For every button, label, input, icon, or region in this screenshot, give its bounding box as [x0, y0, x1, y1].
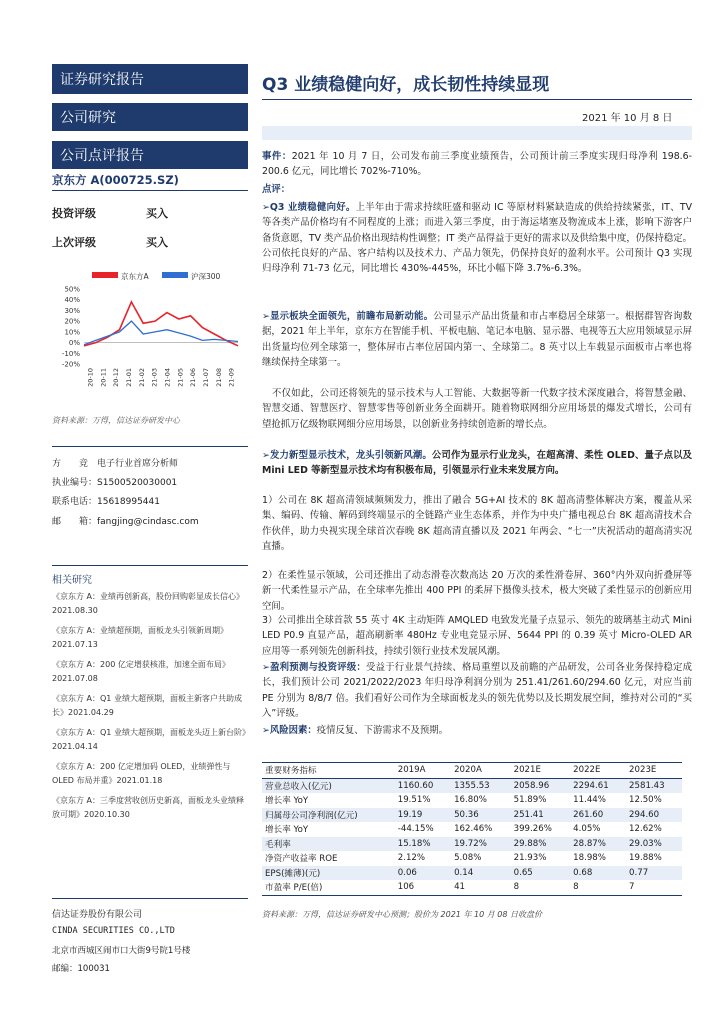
x-tick-label: 20-11 — [99, 368, 108, 387]
related-item[interactable]: 《京东方 A：三季度营收创历史新高，面板龙头业绩释放可期》2020.10.30 — [52, 796, 245, 819]
prev-rating-label: 上次评级 — [52, 236, 96, 249]
table-cell: 399.26% — [513, 824, 552, 835]
row-label: 归属母公司净利润(亿元) — [262, 808, 395, 823]
table-cell: 2581.43 — [626, 778, 682, 793]
table-cell: 12.50% — [629, 795, 662, 806]
point-title: Q3 业绩稳健向好。 — [269, 202, 356, 213]
column-header: 2022E — [570, 763, 626, 779]
table-cell: 0.14 — [451, 866, 511, 881]
related-item[interactable]: 《京东方 A：200 亿定增加码 OLED，业绩弹性与 OLED 布局并重》2021.01.18 — [52, 762, 231, 785]
point-text: 受益于行业景气持续、格局重塑以及前瞻的产品研发，公司各业务保持稳定成长，我们预计公司 2021/2022/2023 年归母净利润分别为 251.41/261.60/294.60 亿元，对应当前 PE 分别为 8/8/7 倍。我们看好公司作为全球面板龙头的领先优势以及长期发展空间，维持对公司的“买入”评级。 — [262, 662, 692, 719]
event-label: 事件： — [262, 151, 292, 162]
table-cell: 51.89% — [513, 795, 547, 806]
table-cell: 29.03% — [626, 837, 682, 852]
arrow-icon: ➢ — [262, 662, 270, 673]
table-header-row — [262, 763, 682, 779]
point-title: 风险因素： — [269, 725, 317, 736]
analyst-name: 方 竞 电子行业首席分析师 — [52, 459, 179, 469]
table-cell: 11.44% — [573, 795, 606, 806]
row-label: 增长率 YoY — [265, 825, 309, 836]
table-row — [262, 822, 682, 837]
table-cell: 1355.53 — [451, 778, 511, 793]
table-row — [262, 851, 682, 866]
table-cell: 29.88% — [511, 837, 571, 852]
table-cell: 21.93% — [513, 853, 547, 864]
row-label: EPS(摊薄)(元) — [262, 866, 395, 881]
table-cell: 106 — [395, 880, 451, 895]
table-row — [262, 793, 682, 808]
row-label: 增长率 YoY — [265, 796, 309, 807]
column-header: 2021E — [511, 763, 571, 779]
divider — [52, 898, 248, 899]
point-new-tech-3 — [262, 613, 692, 659]
rating-label: 投资评级 — [52, 207, 96, 220]
legend-swatch — [92, 272, 118, 278]
point-subtitle: 公司作为显示行业龙头，在超高清、柔性 OLED、量子点以及 Mini LED 等新型显示技术均有积极布局，引领显示行业未来发展方向。 — [262, 450, 692, 477]
point-text: 不仅如此，公司还将领先的显示技术与人工智能、大数据等新一代数字技术深度融合，将智慧金融、智慧交通、智慧医疗、智慧零售等创新业务全面耕开。随着物联网细分应用场景的爆发式增长，公司有望抢抓万亿级物联网细分应用场景，以创新业务持续创造新的增长点。 — [262, 388, 692, 430]
report-date: 2021 年 10 月 8 日 — [582, 113, 673, 124]
table-cell: 0.06 — [395, 866, 451, 881]
point-text: 3）公司推出全球首款 55 英寸 4K 主动矩阵 AMQLED 电致发光量子点显示、领先的玻璃基主动式 Mini LED P0.9 直显产品，超高刷新率 480Hz 专业电竞显示屏、5644 PPI 的 0.39 英寸 Micro-OLED AR 应用等一系列领先创新科技，持续引领行业技术发展风潮。 — [262, 615, 692, 657]
table-cell: 19.19 — [395, 808, 451, 823]
stock-price-chart — [52, 267, 246, 412]
table-cell: 15.18% — [395, 837, 451, 852]
comment-type: 公司点评报告 — [60, 148, 144, 164]
x-tick-label: 21-01 — [124, 368, 133, 387]
table-row — [262, 778, 682, 793]
arrow-icon: ➢ — [262, 311, 270, 322]
firm-name-en: CINDA SECURITIES CO.,LTD — [52, 926, 175, 936]
firm-name-cn: 信达证券股份有限公司 — [52, 910, 143, 920]
table-cell: -44.15% — [397, 824, 434, 835]
research-type: 公司研究 — [60, 110, 116, 126]
row-label: 毛利率 — [262, 837, 395, 852]
table-row — [262, 866, 682, 881]
y-tick-label: 20% — [64, 317, 80, 326]
x-tick-label: 21-02 — [137, 368, 146, 387]
table-cell: 16.80% — [454, 795, 487, 806]
table-cell: 162.46% — [454, 824, 493, 835]
table-cell: 1160.60 — [395, 778, 451, 793]
legend-label: 沪深300 — [191, 272, 221, 281]
x-tick-label: 21-04 — [163, 368, 172, 387]
point-new-tech-1 — [262, 493, 692, 554]
table-cell: 4.05% — [573, 824, 601, 835]
table-cell: 8 — [511, 880, 571, 895]
related-item[interactable]: 《京东方 A：业绩超预期，面板龙头引领新周期》2021.07.13 — [52, 626, 229, 649]
chart-source: 资料来源：万得，信达证券研发中心 — [52, 416, 180, 425]
column-header: 2023E — [626, 763, 682, 779]
y-tick-label: 0% — [68, 339, 80, 348]
y-tick-label: -10% — [61, 349, 80, 358]
row-label: 市盈率 P/E(倍) — [262, 880, 395, 895]
point-risk — [262, 723, 692, 738]
point-title: 显示板块全面领先，前瞻布局新动能。 — [269, 311, 434, 322]
date-band — [262, 126, 692, 140]
table-cell: 0.68 — [570, 866, 626, 881]
table-cell: 41 — [451, 880, 511, 895]
title-rule — [262, 99, 692, 100]
table-cell: 294.60 — [626, 808, 682, 823]
firm-zip: 邮编：100031 — [52, 964, 110, 974]
x-tick-label: 21-05 — [176, 368, 185, 387]
table-cell: 7 — [626, 880, 682, 895]
comment-type-bar — [52, 141, 248, 169]
point-forecast — [262, 660, 692, 721]
x-tick-label: 20-12 — [112, 368, 121, 387]
x-tick-label: 20-10 — [86, 368, 95, 387]
table-cell: 19.72% — [451, 837, 511, 852]
divider — [52, 190, 248, 191]
point-display — [262, 309, 692, 370]
table-source: 资料来源：万得，信达证券研发中心预测；股价为 2021 年 10 月 08 日收盘价 — [262, 910, 542, 919]
financial-table — [262, 762, 682, 896]
arrow-icon: ➢ — [262, 450, 270, 461]
row-label: 净资产收益率 ROE — [265, 854, 338, 865]
analyst-phone: 联系电话：15618995441 — [52, 497, 160, 507]
table-cell: 8 — [570, 880, 626, 895]
table-cell: 2058.96 — [511, 778, 571, 793]
series-line-csi300 — [84, 321, 238, 345]
x-tick-label: 21-06 — [189, 368, 198, 387]
point-q3 — [262, 200, 692, 276]
legend-label: 京东方A — [121, 272, 149, 281]
rating-value: 买入 — [146, 207, 168, 220]
divider — [52, 446, 248, 447]
research-type-bar — [52, 103, 248, 131]
point-text: 公司显示产品出货量和市占率稳居全球第一。根据群智咨询数据，2021 年上半年，京东方在智能手机、平板电脑、笔记本电脑、显示器、电视等五大应用领域显示屏出货量均位列全球第一，整体屏市占率位居国内第一、全球第二。8 英寸以上车载显示面板市占率也将继续保持全球第一。 — [262, 311, 692, 368]
arrow-icon: ➢ — [262, 202, 270, 213]
table-cell: 19.51% — [397, 795, 431, 806]
event-text: 2021 年 10 月 7 日，公司发布前三季度业绩预告，公司预计前三季度实现归母净利 198.6-200.6 亿元，同比增长 702%-710%。 — [262, 151, 692, 178]
column-header: 重要财务指标 — [262, 763, 395, 779]
table-cell: 0.65 — [511, 866, 571, 881]
table-cell: 5.08% — [454, 853, 482, 864]
analyst-license: 执业编号：S1500520030001 — [52, 478, 178, 488]
table-cell: 261.60 — [570, 808, 626, 823]
related-item[interactable]: 《京东方 A：Q1 业绩大超预期，面板主新客户共助成长》2021.04.29 — [52, 694, 242, 717]
x-tick-label: 21-03 — [150, 368, 159, 387]
comment-label-text: 点评： — [262, 184, 291, 195]
related-item[interactable]: 《京东方 A：200 亿定增获核准，加速全面布局》2021.07.08 — [52, 660, 230, 683]
related-item[interactable]: 《京东方 A：业绩再创新高，股份回购彰显成长信心》2021.08.30 — [52, 592, 245, 615]
table-cell: 2.12% — [397, 853, 426, 864]
point-text: 1）公司在 8K 超高清领域频频发力，推出了融合 5G+AI 技术的 8K 超高清整体解决方案，覆盖从采集、编码、传输、解码到终端显示的全链路产业生态体系，并作为中央广播电视总台 8K 超高清技术合作伙伴，助力央视实现全球首次春晚 8K 超高清直播以及 2021 年两会、“七一”庆祝活动的超高清实况直播。 — [262, 495, 692, 552]
rating-row — [52, 205, 248, 221]
event-paragraph — [262, 149, 692, 180]
prev-rating-row — [52, 234, 248, 250]
chart-svg — [52, 267, 246, 412]
column-header: 2020A — [451, 763, 511, 779]
analyst-email[interactable]: 邮 箱：fangjing@cindasc.com — [52, 517, 199, 527]
x-tick-label: 21-08 — [214, 368, 223, 387]
y-tick-label: 50% — [64, 285, 80, 294]
legend-swatch — [162, 272, 188, 278]
column-header: 2019A — [395, 763, 451, 779]
firm-address: 北京市西城区闹市口大街9号院1号楼 — [52, 946, 191, 956]
table-cell: 2294.61 — [570, 778, 626, 793]
table-cell: 50.36 — [451, 808, 511, 823]
table-cell: 0.77 — [626, 866, 682, 881]
table-row — [262, 808, 682, 823]
y-tick-label: -20% — [61, 360, 80, 369]
divider — [52, 565, 248, 566]
table-row — [262, 837, 682, 852]
table-cell: 18.98% — [573, 853, 606, 864]
related-research-title: 相关研究 — [52, 575, 92, 586]
y-tick-label: 40% — [64, 296, 80, 305]
x-tick-label: 21-07 — [201, 368, 210, 387]
x-tick-label: 21-09 — [227, 368, 236, 387]
point-new-tech-2 — [262, 568, 692, 614]
comment-label — [262, 182, 692, 197]
report-title: Q3 业绩稳健向好，成长韧性持续显现 — [262, 75, 550, 95]
related-item[interactable]: 《京东方 A：Q1 业绩大超预期，面板龙头迈上新台阶》2021.04.14 — [52, 728, 246, 751]
report-type: 证券研究报告 — [60, 72, 144, 88]
y-tick-label: 30% — [64, 306, 80, 315]
arrow-icon: ➢ — [262, 725, 270, 736]
point-new-tech — [262, 448, 692, 479]
y-tick-label: 10% — [64, 328, 80, 337]
point-text: 上半年由于需求持续旺盛和驱动 IC 等原材料紧缺造成的供给持续紧张，IT、TV 等各类产品价格均有不同程度的上涨；而进入第三季度，由于海运堵塞及物流成本上涨，影响下游客户备货意愿，TV 类产品价格出现结构性调整；IT 类产品得益于更好的需求以及供给集中度，仍保持稳定。公司依托良好的产品、客户结构以及技术力、产品力领先，仍保持良好的盈利水平。公司预计 Q3 实现归母净利 71-73 亿元，同比增长 430%-445%，环比小幅下降 3.7%-6.3%。 — [262, 202, 692, 275]
company-name: 京东方 A(000725.SZ) — [52, 173, 179, 187]
related-research-list — [52, 590, 248, 828]
point-text: 2）在柔性显示领域，公司还推出了动态滑卷次数高达 20 万次的柔性滑卷屏、360°内外双向折叠屏等新一代柔性显示产品，在全球率先推出 400 PPI 的柔屏下摄像头技术，极大突破了柔性显示的创新应用空间。 — [262, 570, 692, 612]
table-cell: 12.62% — [629, 824, 662, 835]
table-row — [262, 880, 682, 895]
point-title: 发力新型显示技术，龙头引领新风潮。 — [269, 450, 432, 461]
prev-rating-value: 买入 — [146, 236, 168, 249]
row-label: 营业总收入(亿元) — [262, 778, 395, 793]
point-display-2 — [262, 386, 692, 432]
report-type-bar — [52, 64, 248, 94]
point-text: 疫情反复、下游需求不及预期。 — [316, 725, 449, 736]
point-title: 盈利预测与投资评级： — [269, 662, 367, 673]
table-cell: 19.88% — [629, 853, 662, 864]
table-cell: 28.87% — [570, 837, 626, 852]
table-cell: 251.41 — [511, 808, 571, 823]
